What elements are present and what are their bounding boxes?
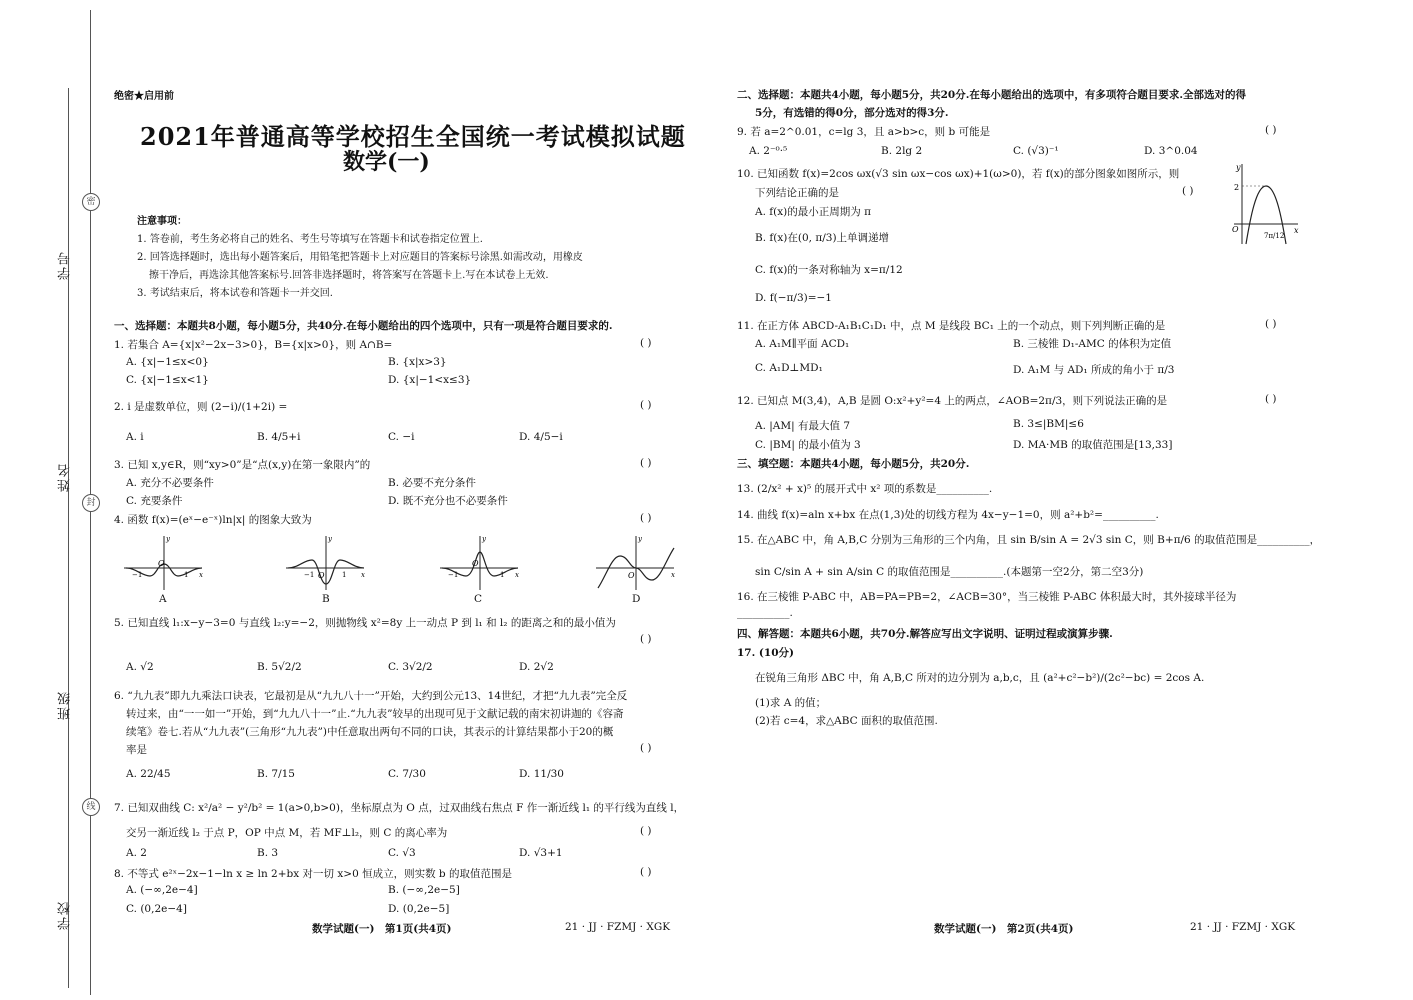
q4b-tick-1: 1 — [342, 571, 347, 579]
q4a-tick-1: 1 — [184, 571, 189, 579]
label-school: 学校 — [58, 900, 73, 930]
q1-stem: 1. 若集合 A={x|x²−2x−3>0}，B={x|x>0}，则 A∩B= — [114, 339, 393, 351]
secret-label: 绝密★启用前 — [114, 91, 174, 102]
q4a-axis-y: y — [166, 535, 170, 543]
q12-option-b: B. 3≤|BM|≤6 — [1013, 418, 1084, 430]
footer-left-code: 21 · JJ · FZMJ · XGK — [565, 921, 671, 933]
q8-option-b: B. (−∞,2e−5] — [388, 884, 460, 896]
q4b-origin: O — [318, 571, 325, 580]
q4-graph-a — [122, 532, 206, 592]
q10-option-c: C. f(x)的一条对称轴为 x=π/12 — [755, 264, 903, 276]
q10-axis-y: y — [1236, 163, 1241, 172]
q6-option-c: C. 7/30 — [388, 768, 426, 780]
q6-line-1: 6. “九九表”即九九乘法口诀表，它最初是从“九九八十一”开始，大约到公元13、14世纪，才把“九九表”完全反 — [114, 690, 628, 702]
q3-option-d: D. 既不充分也不必要条件 — [388, 495, 508, 507]
q4-label-a: A — [159, 593, 167, 605]
q17-part-2: (2)若 c=4，求△ABC 面积的取值范围. — [755, 715, 938, 727]
seal-mark-mi: 密 — [82, 193, 100, 211]
q12-answer-paren: ( ) — [1265, 393, 1277, 405]
q10-answer-paren: ( ) — [1182, 185, 1194, 197]
q4c-tick-1: 1 — [500, 571, 505, 579]
q1-answer-paren: ( ) — [640, 337, 652, 349]
seal-mark-feng: 封 — [82, 494, 100, 512]
seal-mark-xian: 线 — [82, 798, 100, 816]
q16-stem: 16. 在三棱锥 P-ABC 中，AB=PA=PB=2，∠ACB=30°，当三棱锥 P-ABC 体积最大时，其外接球半径为 — [737, 591, 1237, 603]
q2-option-d: D. 4/5−i — [519, 431, 563, 443]
q15-stem-cont: sin C/sin A + sin A/sin C 的取值范围是__________.(本题第一空2分，第二空3分) — [755, 566, 1144, 578]
footer-right-page: 数学试题(一) 第2页(共4页) — [934, 923, 1074, 935]
q2-stem: 2. i 是虚数单位，则 (2−i)/(1+2i) = — [114, 401, 288, 413]
q8-option-a: A. (−∞,2e−4] — [126, 884, 198, 896]
q11-option-c: C. A₁D⊥MD₁ — [755, 362, 823, 374]
q10-line-2: 下列结论正确的是 — [755, 187, 839, 199]
q10-option-a: A. f(x)的最小正周期为 π — [755, 206, 871, 218]
q4b-axis-x: x — [361, 571, 365, 579]
q1-option-d: D. {x|−1<x≤3} — [388, 374, 472, 386]
section-4-heading: 四、解答题：本题共6小题，共70分.解答应写出文字说明、证明过程或演算步骤. — [737, 628, 1113, 640]
q4a-axis-x: x — [199, 571, 203, 579]
q8-answer-paren: ( ) — [640, 866, 652, 878]
q5-answer-paren: ( ) — [640, 633, 652, 645]
q4-stem: 4. 函数 f(x)=(eˣ−e⁻ˣ)ln|x| 的图象大致为 — [114, 514, 312, 526]
q8-stem: 8. 不等式 e²ˣ−2x−1−ln x ≥ ln 2+bx 对一切 x>0 恒成立，则实数 b 的取值范围是 — [114, 868, 512, 880]
q14-stem: 14. 曲线 f(x)=aln x+bx 在点(1,3)处的切线方程为 4x−y−1=0，则 a²+b²=__________. — [737, 509, 1159, 521]
q4c-axis-x: x — [515, 571, 519, 579]
q10-line-1: 10. 已知函数 f(x)=2cos ωx(√3 sin ωx−cos ωx)+1(ω>0)，若 f(x)的部分图象如图所示，则 — [737, 168, 1180, 180]
q6-answer-paren: ( ) — [640, 742, 652, 754]
q6-option-a: A. 22/45 — [126, 768, 171, 780]
q10-tick-7pi12: 7π/12 — [1264, 232, 1285, 240]
q4a-origin: O — [158, 559, 165, 568]
q4c-origin: O — [472, 559, 479, 568]
q4c-axis-y: y — [482, 535, 486, 543]
q11-answer-paren: ( ) — [1265, 318, 1277, 330]
q17-heading: 17. (10分) — [737, 647, 794, 659]
q2-option-b: B. 4/5+i — [257, 431, 301, 443]
q6-option-b: B. 7/15 — [257, 768, 295, 780]
q2-option-c: C. −i — [388, 431, 415, 443]
q3-option-a: A. 充分不必要条件 — [126, 477, 214, 489]
q2-answer-paren: ( ) — [640, 399, 652, 411]
notes-heading: 注意事项： — [137, 216, 187, 227]
q15-stem: 15. 在△ABC 中，角 A,B,C 分别为三角形的三个内角，且 sin B/sin A = 2√3 sin C，则 B+π/6 的取值范围是__________， — [737, 534, 1321, 546]
note-item-2-cont: 擦干净后，再选涂其他答案标号.回答非选择题时，将答案写在答题卡上.写在本试卷上无效. — [149, 270, 549, 281]
q4a-tick-neg1: −1 — [132, 571, 143, 579]
q9-option-c: C. (√3)⁻¹ — [1013, 145, 1059, 157]
q5-option-d: D. 2√2 — [519, 661, 554, 673]
q1-option-c: C. {x|−1≤x<1} — [126, 374, 209, 386]
q9-option-a: A. 2⁻⁰·⁵ — [749, 145, 788, 157]
q11-option-b: B. 三棱锥 D₁-AMC 的体积为定值 — [1013, 338, 1172, 350]
q4-answer-paren: ( ) — [640, 512, 652, 524]
q10-origin: O — [1232, 225, 1239, 234]
label-student-id: 学号 — [58, 250, 73, 280]
binding-line — [68, 88, 69, 988]
q4-graph-d — [594, 532, 678, 592]
q8-option-c: C. (0,2e−4] — [126, 903, 187, 915]
q11-option-d: D. A₁M 与 AD₁ 所成的角小于 π/3 — [1013, 364, 1175, 376]
q6-line-2: 转过来，由“一一如一”开始，到“九九八十一”止.“九九表”较早的出现可见于文献记载的南宋初讲迦的《容斋 — [126, 708, 624, 720]
section-2-heading-cont: 5分，有选错的得0分，部分选对的得3分. — [755, 107, 949, 119]
q11-option-a: A. A₁M∥平面 ACD₁ — [755, 338, 850, 350]
q11-stem: 11. 在正方体 ABCD-A₁B₁C₁D₁ 中，点 M 是线段 BC₁ 上的一个动点，则下列判断正确的是 — [737, 320, 1166, 332]
label-class: 班级 — [58, 690, 73, 720]
q16-stem-cont: __________. — [737, 607, 793, 619]
q4-label-d: D — [632, 593, 641, 605]
q7-option-c: C. √3 — [388, 847, 416, 859]
note-item-3: 3. 考试结束后，将本试卷和答题卡一并交回. — [137, 288, 333, 299]
q4-label-b: B — [322, 593, 330, 605]
q13-stem: 13. (2/x² + x)⁵ 的展开式中 x² 项的系数是__________. — [737, 483, 993, 495]
q4c-tick-neg1: −1 — [448, 571, 459, 579]
q4-graph-c — [438, 532, 522, 592]
q6-option-d: D. 11/30 — [519, 768, 564, 780]
q1-option-b: B. {x|x>3} — [388, 356, 447, 368]
note-item-2: 2. 回答选择题时，选出每小题答案后，用铅笔把答题卡上对应题目的答案标号涂黑.如需改动，用橡皮 — [137, 252, 583, 263]
q9-stem: 9. 若 a=2^0.01，c=lg 3，且 a>b>c，则 b 可能是 — [737, 126, 991, 138]
q9-option-d: D. 3^0.04 — [1144, 145, 1198, 157]
footer-right-code: 21 · JJ · FZMJ · XGK — [1190, 921, 1296, 933]
q3-answer-paren: ( ) — [640, 457, 652, 469]
q3-stem: 3. 已知 x,y∈R，则“xy>0”是“点(x,y)在第一象限内”的 — [114, 459, 371, 471]
q5-option-a: A. √2 — [126, 661, 154, 673]
q10-axis-x: x — [1294, 226, 1299, 235]
q10-tick-2: 2 — [1234, 183, 1240, 192]
exam-title: 2021年普通高等学校招生全国统一考试模拟试题 — [140, 122, 686, 151]
q2-option-a: A. i — [126, 431, 144, 443]
footer-left-page: 数学试题(一) 第1页(共4页) — [312, 923, 452, 935]
q5-stem: 5. 已知直线 l₁:x−y−3=0 与直线 l₂:y=−2，则抛物线 x²=8y 上一动点 P 到 l₁ 和 l₂ 的距离之和的最小值为 — [114, 617, 616, 629]
q7-line-2: 交另一渐近线 l₂ 于点 P，OP 中点 M，若 MF⊥l₂，则 C 的离心率为 — [126, 827, 448, 839]
q10-option-b: B. f(x)在(0, π/3)上单调递增 — [755, 232, 890, 244]
section-3-heading: 三、填空题：本题共4小题，每小题5分，共20分. — [737, 458, 970, 470]
q17-stem: 在锐角三角形 ΔBC 中，角 A,B,C 所对的边分别为 a,b,c，且 (a²+c²−b²)/(2c²−bc) = 2cos A. — [755, 672, 1205, 684]
q4-graph-b — [284, 532, 368, 592]
q7-option-b: B. 3 — [257, 847, 279, 859]
q6-line-3: 续笔》卷七.若从“九九表”(三角形“九九表”)中任意取出两句不同的口诀，其表示的计算结果都小于20的概 — [126, 726, 614, 738]
q3-option-b: B. 必要不充分条件 — [388, 477, 476, 489]
q10-graph — [1228, 160, 1302, 246]
q12-stem: 12. 已知点 M(3,4)，A,B 是圆 O:x²+y²=4 上的两点，∠AOB=2π/3，则下列说法正确的是 — [737, 395, 1168, 407]
q3-option-c: C. 充要条件 — [126, 495, 183, 507]
section-2-heading: 二、选择题：本题共4小题，每小题5分，共20分.在每小题给出的选项中，有多项符合题目要求.全部选对的得 — [737, 89, 1247, 101]
label-name: 姓名 — [58, 462, 73, 492]
q4-label-c: C — [474, 593, 483, 605]
q9-option-b: B. 2lg 2 — [881, 145, 923, 157]
q4d-axis-x: x — [671, 571, 675, 579]
q9-answer-paren: ( ) — [1265, 124, 1277, 136]
q8-option-d: D. (0,2e−5] — [388, 903, 450, 915]
q7-option-a: A. 2 — [126, 847, 147, 859]
q4d-axis-y: y — [638, 535, 642, 543]
q4b-axis-y: y — [328, 535, 332, 543]
q12-option-a: A. |AM| 有最大值 7 — [755, 420, 851, 432]
q5-option-c: C. 3√2/2 — [388, 661, 433, 673]
q4b-tick-neg1: −1 — [304, 571, 315, 579]
q10-option-d: D. f(−π/3)=−1 — [755, 292, 832, 304]
section-1-heading: 一、选择题：本题共8小题，每小题5分，共40分.在每小题给出的四个选项中，只有一项是符合题目要求的. — [114, 320, 613, 332]
q7-answer-paren: ( ) — [640, 825, 652, 837]
q7-option-d: D. √3+1 — [519, 847, 563, 859]
exam-subtitle: 数学(一) — [343, 149, 430, 175]
note-item-1: 1. 答卷前，考生务必将自己的姓名、考生号等填写在答题卡和试卷指定位置上. — [137, 234, 483, 245]
q5-option-b: B. 5√2/2 — [257, 661, 302, 673]
q6-line-4: 率是 — [126, 744, 147, 756]
q12-option-d: D. MA·MB 的取值范围是[13,33] — [1013, 439, 1173, 451]
q1-option-a: A. {x|−1≤x<0} — [126, 356, 209, 368]
q17-part-1: (1)求 A 的值； — [755, 697, 827, 709]
q7-line-1: 7. 已知双曲线 C: x²/a² − y²/b² = 1(a>0,b>0)，坐标原点为 O 点，过双曲线右焦点 F 作一渐近线 l₁ 的平行线为直线 l， — [114, 802, 685, 814]
q4d-origin: O — [628, 571, 635, 580]
q12-option-c: C. |BM| 的最小值为 3 — [755, 439, 861, 451]
